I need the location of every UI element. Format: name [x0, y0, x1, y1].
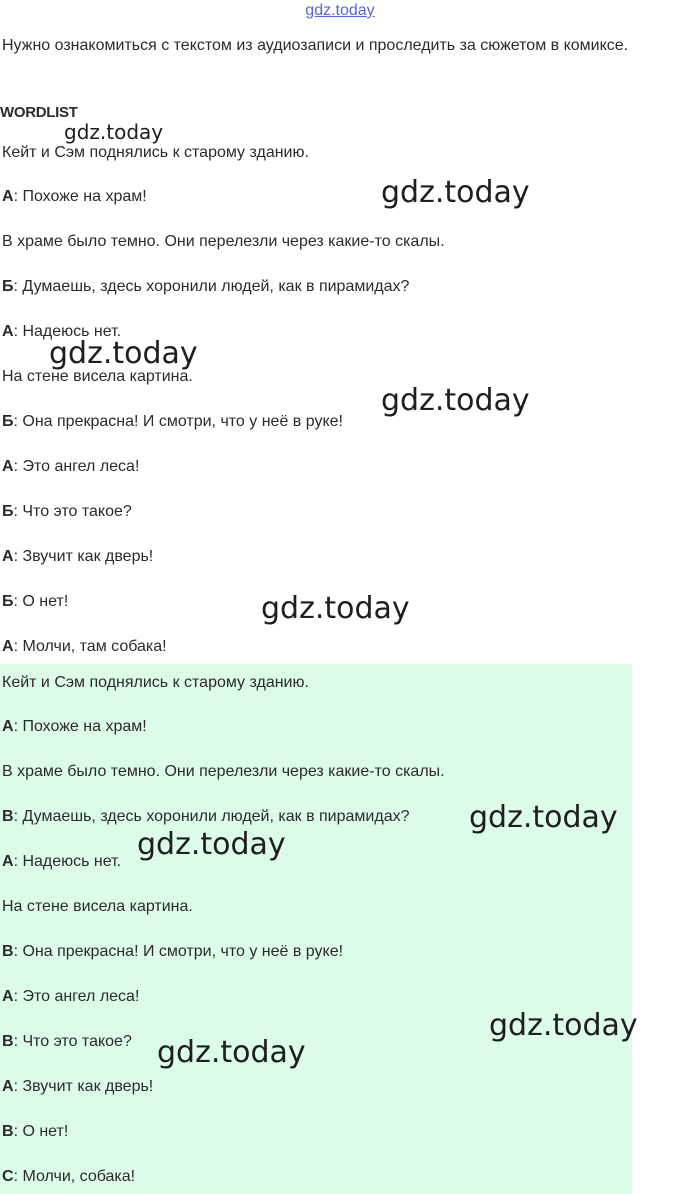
answer-line: В храме было темно. Они перелезли через какие-то скалы.: [2, 763, 445, 780]
answer-line: A: Звучит как дверь!: [2, 1078, 154, 1095]
answer-line: A: Это ангел леса!: [2, 988, 140, 1005]
answer-line: B: О нет!: [2, 1123, 69, 1140]
watermark: gdz.today: [469, 800, 618, 835]
wordlist-line: А: Молчи, там собака!: [2, 638, 167, 655]
watermark: gdz.today: [64, 120, 164, 144]
wordlist-line: На стене висела картина.: [2, 368, 193, 385]
answer-line: A: Надеюсь нет.: [2, 853, 122, 870]
watermark: gdz.today: [157, 1035, 306, 1070]
task-instruction: Нужно ознакомиться с текстом из аудиозаписи и проследить за сюжетом в комиксе.: [2, 37, 629, 54]
wordlist-line: А: Надеюсь нет.: [2, 323, 122, 340]
answer-panel: [0, 664, 632, 1194]
watermark: gdz.today: [261, 591, 410, 626]
wordlist-heading: WORDLIST: [0, 104, 78, 121]
wordlist-line: Б: Что это такое?: [2, 503, 132, 520]
answer-line: C: Молчи, собака!: [2, 1168, 136, 1185]
answer-line: B: Она прекрасна! И смотри, что у неё в руке!: [2, 943, 344, 960]
wordlist-line: В храме было темно. Они перелезли через какие-то скалы.: [2, 233, 445, 250]
watermark: gdz.today: [137, 827, 286, 862]
wordlist-line: А: Похоже на храм!: [2, 188, 147, 205]
wordlist-line: Б: О нет!: [2, 593, 69, 610]
wordlist-line: Б: Она прекрасна! И смотри, что у неё в руке!: [2, 413, 343, 430]
site-link[interactable]: gdz.today: [305, 2, 375, 19]
answer-line: A: Похоже на храм!: [2, 718, 147, 735]
answer-line: B: Думаешь, здесь хоронили людей, как в пирамидах?: [2, 808, 410, 825]
watermark: gdz.today: [489, 1008, 638, 1043]
wordlist-line: Кейт и Сэм поднялись к старому зданию.: [2, 144, 309, 161]
wordlist-line: А: Это ангел леса!: [2, 458, 140, 475]
answer-line: B: Что это такое?: [2, 1033, 132, 1050]
answer-line: Кейт и Сэм поднялись к старому зданию.: [2, 674, 309, 691]
answer-line: На стене висела картина.: [2, 898, 193, 915]
wordlist-line: А: Звучит как дверь!: [2, 548, 154, 565]
watermark: gdz.today: [381, 383, 530, 418]
watermark: gdz.today: [381, 175, 530, 210]
watermark: gdz.today: [49, 336, 198, 371]
wordlist-line: Б: Думаешь, здесь хоронили людей, как в пирамидах?: [2, 278, 410, 295]
